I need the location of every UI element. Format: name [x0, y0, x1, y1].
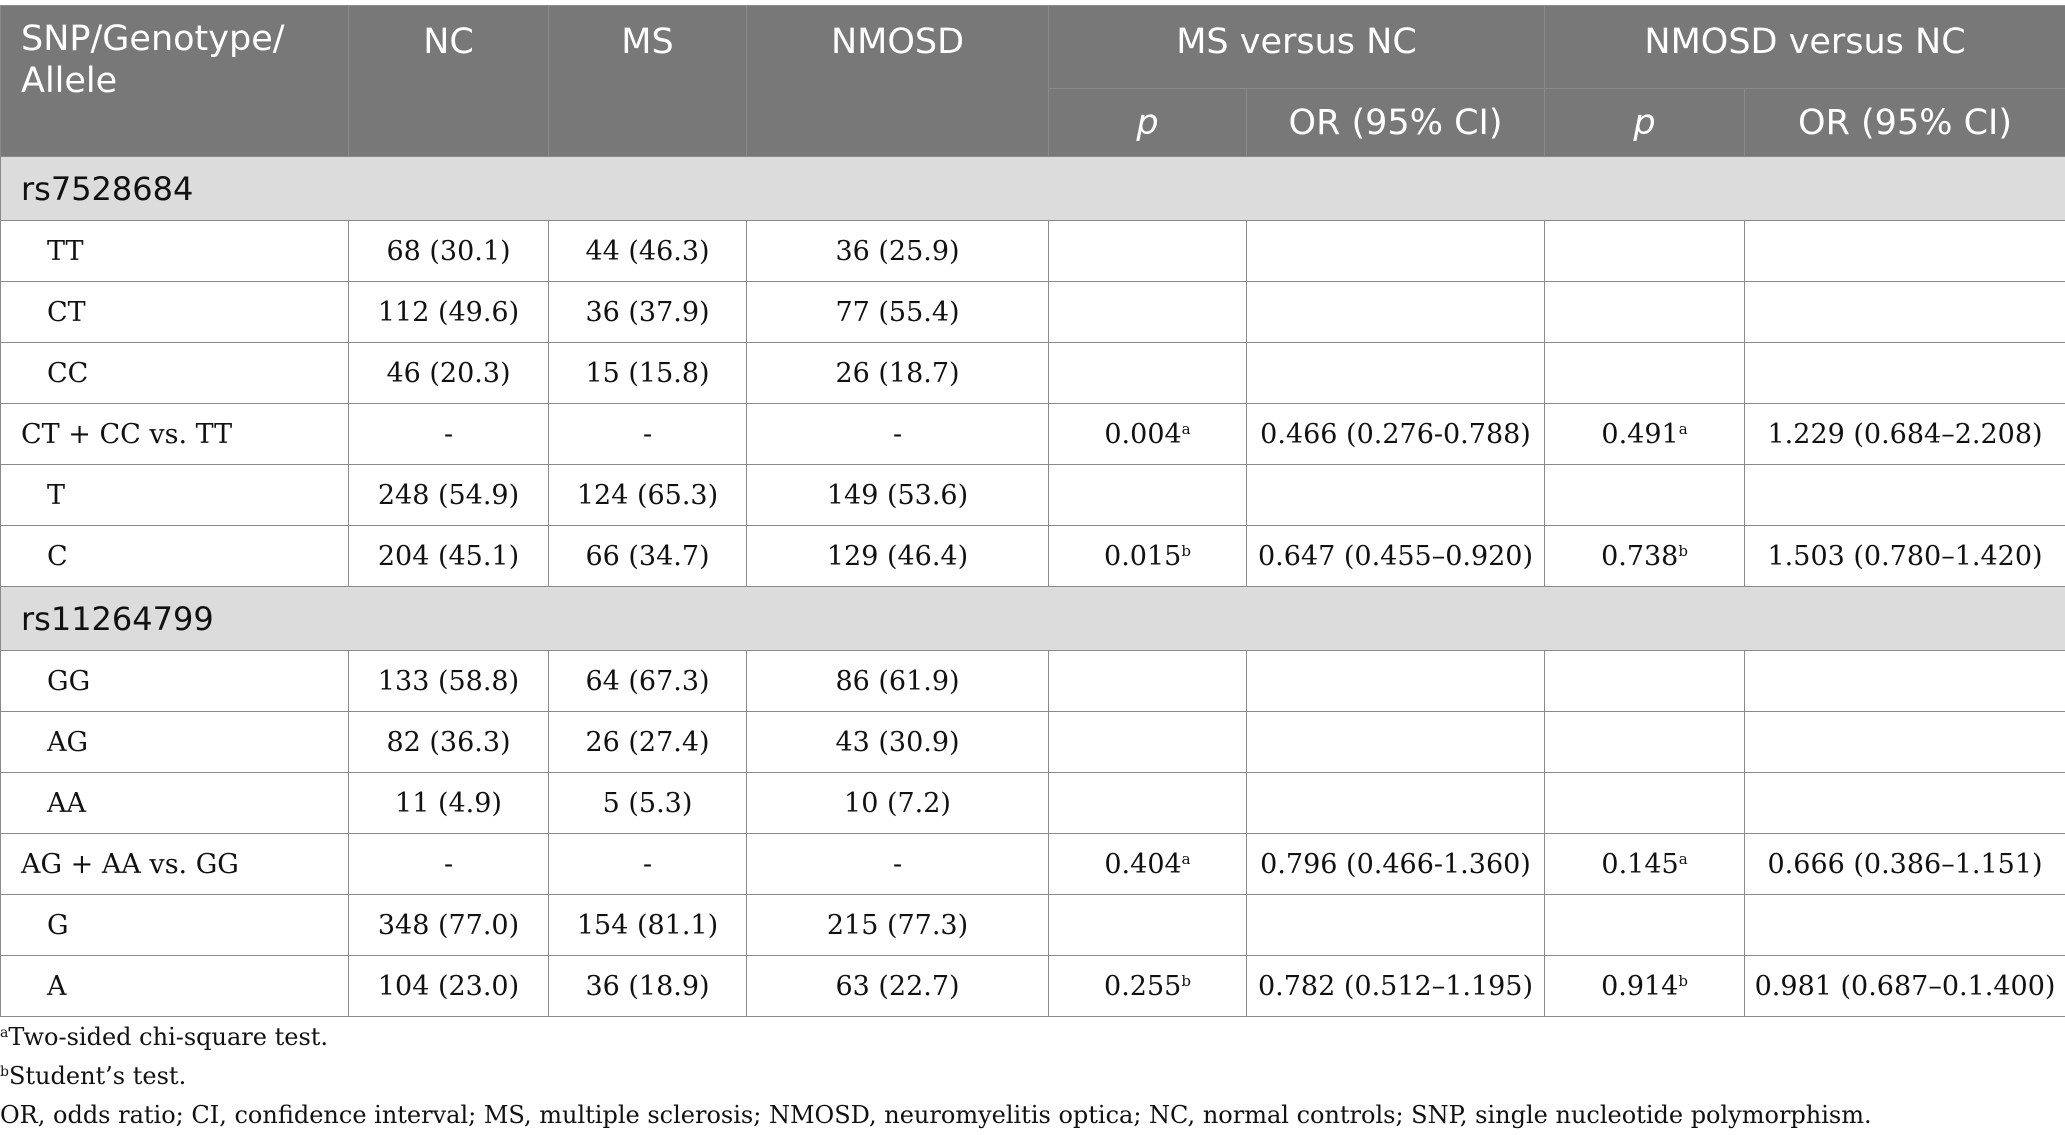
ms-or-value-text: 0.782 (0.512–1.195): [1257, 970, 1534, 1002]
ms-value: [549, 221, 747, 282]
nmosd-p-value: [1545, 343, 1745, 404]
nmosd-p-value-text: 0.491: [1601, 418, 1679, 450]
genotype-label: [1, 526, 349, 587]
header-ms-versus-nc: MS versus NC: [1049, 6, 1545, 89]
nc-value: [349, 404, 549, 465]
ms-p-value-text: 0.015: [1104, 540, 1182, 572]
genotype-association-table: [0, 5, 2065, 1017]
footnote-marker: b: [1678, 971, 1688, 990]
ms-value: [549, 404, 747, 465]
nmosd-value: [747, 773, 1049, 834]
nmosd-or-value: [1745, 956, 2065, 1017]
nmosd-value-text: 26 (18.7): [835, 357, 960, 389]
nmosd-p-value: [1545, 282, 1745, 343]
nmosd-value: [747, 651, 1049, 712]
genotype-label-text: G: [47, 909, 69, 941]
nc-value: [349, 834, 549, 895]
nmosd-p-value: [1545, 895, 1745, 956]
table-row: [1, 526, 2065, 587]
ms-value: [549, 526, 747, 587]
ms-or-value: [1247, 526, 1545, 587]
ms-p-value: [1049, 221, 1247, 282]
nmosd-p-value: [1545, 465, 1745, 526]
footnote-marker: b: [1678, 541, 1688, 560]
nmosd-p-value: [1545, 651, 1745, 712]
nmosd-or-value: [1745, 895, 2065, 956]
snp-name: rs7528684: [1, 157, 2065, 221]
ms-p-value-text: 0.255: [1104, 970, 1182, 1002]
nmosd-value: [747, 956, 1049, 1017]
nmosd-or-value: [1745, 651, 2065, 712]
snp-name: rs11264799: [1, 587, 2065, 651]
header-nmosd-or: OR (95% CI): [1745, 89, 2065, 157]
ms-p-value-text: 0.404: [1104, 848, 1182, 880]
nc-value-text: 82 (36.3): [386, 726, 511, 758]
header-nmosd: NMOSD: [747, 6, 1049, 157]
ms-or-value: [1247, 773, 1545, 834]
nmosd-p-value: [1545, 956, 1745, 1017]
ms-value-text: 15 (15.8): [585, 357, 710, 389]
table-row: [1, 221, 2065, 282]
table-header: [1, 6, 2065, 157]
nmosd-or-value: [1745, 282, 2065, 343]
table-row: [1, 282, 2065, 343]
nmosd-or-value: [1745, 404, 2065, 465]
ms-p-value: [1049, 712, 1247, 773]
ms-p-value: [1049, 526, 1247, 587]
genotype-label-text: CC: [47, 357, 89, 389]
ms-or-value: [1247, 651, 1545, 712]
footnote-a-text: Two-sided chi-square test.: [8, 1023, 329, 1051]
ms-value-text: 36 (18.9): [585, 970, 710, 1002]
genotype-label: [1, 465, 349, 526]
nc-value: [349, 282, 549, 343]
genotype-label-text: T: [47, 479, 66, 511]
ms-p-value: [1049, 895, 1247, 956]
genotype-label: [1, 282, 349, 343]
table-row: [1, 465, 2065, 526]
ms-value-text: 64 (67.3): [585, 665, 710, 697]
footnote-a-mark: a: [0, 1025, 9, 1041]
ms-or-value: [1247, 404, 1545, 465]
ms-or-value: [1247, 282, 1545, 343]
nmosd-value: [747, 895, 1049, 956]
ms-p-value: [1049, 956, 1247, 1017]
genotype-label: [1, 404, 349, 465]
ms-value: [549, 282, 747, 343]
ms-value: [549, 834, 747, 895]
nmosd-value-text: 215 (77.3): [826, 909, 969, 941]
genotype-label: [1, 773, 349, 834]
nc-value-text: 133 (58.8): [377, 665, 520, 697]
nmosd-or-value: [1745, 343, 2065, 404]
footnote-marker: a: [1678, 849, 1688, 868]
ms-or-value: [1247, 465, 1545, 526]
table-row: [1, 651, 2065, 712]
genotype-label-text: AA: [47, 787, 86, 819]
ms-or-value-text: 0.466 (0.276-0.788): [1260, 418, 1531, 450]
ms-value: [549, 465, 747, 526]
genotype-label: [1, 651, 349, 712]
genotype-label-text: AG + AA vs. GG: [21, 848, 239, 880]
nc-value: [349, 651, 549, 712]
nc-value: [349, 895, 549, 956]
genotype-label-text: CT: [47, 296, 86, 328]
nmosd-value: [747, 404, 1049, 465]
header-ms-p: p: [1049, 89, 1247, 157]
nmosd-p-value-text: 0.145: [1601, 848, 1679, 880]
results-table-wrapper: [0, 5, 2065, 1017]
table-row: [1, 343, 2065, 404]
footnote-b-mark: b: [0, 1064, 9, 1080]
ms-value-text: 154 (81.1): [576, 909, 719, 941]
footnote-marker: b: [1181, 971, 1191, 990]
nc-value-text: 104 (23.0): [377, 970, 520, 1002]
ms-or-value: [1247, 956, 1545, 1017]
nc-value: [349, 465, 549, 526]
ms-or-value: [1247, 712, 1545, 773]
nmosd-value: [747, 834, 1049, 895]
nmosd-value: [747, 282, 1049, 343]
header-nc: NC: [349, 6, 549, 157]
genotype-label: [1, 895, 349, 956]
ms-value: [549, 956, 747, 1017]
genotype-label: [1, 834, 349, 895]
nc-value-text: 46 (20.3): [386, 357, 511, 389]
table-row: [1, 712, 2065, 773]
ms-p-value: [1049, 282, 1247, 343]
table-body: [1, 157, 2065, 1017]
nmosd-value-text: 77 (55.4): [835, 296, 960, 328]
ms-or-value: [1247, 343, 1545, 404]
genotype-label-text: CT + CC vs. TT: [21, 418, 233, 450]
ms-or-value-text: 0.647 (0.455–0.920): [1257, 540, 1534, 572]
nmosd-p-value: [1545, 221, 1745, 282]
header-snp-genotype-allele: SNP/Genotype/ Allele: [1, 6, 349, 157]
genotype-label-text: C: [47, 540, 68, 572]
ms-p-value: [1049, 465, 1247, 526]
nmosd-or-value: [1745, 834, 2065, 895]
table-row: [1, 404, 2065, 465]
nmosd-value-text: 36 (25.9): [835, 235, 960, 267]
ms-or-value: [1247, 895, 1545, 956]
nmosd-value: [747, 712, 1049, 773]
genotype-label-text: AG: [47, 726, 89, 758]
nmosd-p-value: [1545, 526, 1745, 587]
nmosd-or-value: [1745, 773, 2065, 834]
nmosd-value-text: 149 (53.6): [826, 479, 969, 511]
nmosd-or-value-text: 1.229 (0.684–2.208): [1767, 418, 2043, 450]
nmosd-or-value-text: 1.503 (0.780–1.420): [1767, 540, 2043, 572]
ms-value: [549, 712, 747, 773]
nc-value-text: 11 (4.9): [395, 787, 502, 819]
nmosd-value-text: 86 (61.9): [835, 665, 960, 697]
genotype-label-text: GG: [47, 665, 91, 697]
table-row: [1, 773, 2065, 834]
genotype-label: [1, 712, 349, 773]
ms-p-value: [1049, 773, 1247, 834]
table-row: [1, 895, 2065, 956]
ms-value-text: 124 (65.3): [576, 479, 719, 511]
ms-value: [549, 773, 747, 834]
footnote-marker: a: [1181, 849, 1191, 868]
nmosd-p-value: [1545, 712, 1745, 773]
nmosd-value-text: 63 (22.7): [835, 970, 960, 1002]
nc-value-text: -: [443, 418, 454, 450]
ms-value-text: 66 (34.7): [585, 540, 710, 572]
ms-value-text: 44 (46.3): [585, 235, 710, 267]
nmosd-p-value-text: 0.914: [1601, 970, 1679, 1002]
nc-value: [349, 712, 549, 773]
footnote-b: [0, 1057, 2065, 1096]
genotype-label: [1, 221, 349, 282]
footnote-marker: b: [1181, 541, 1191, 560]
nmosd-p-value: [1545, 834, 1745, 895]
footnotes: [0, 1018, 2065, 1135]
ms-p-value: [1049, 404, 1247, 465]
nmosd-p-value: [1545, 773, 1745, 834]
nmosd-value: [747, 465, 1049, 526]
header-ms: MS: [549, 6, 747, 157]
table-row: [1, 834, 2065, 895]
nc-value: [349, 526, 549, 587]
nc-value: [349, 343, 549, 404]
nc-value-text: -: [443, 848, 454, 880]
footnote-b-text: Student’s test.: [8, 1062, 187, 1090]
ms-or-value: [1247, 834, 1545, 895]
nmosd-value-text: 129 (46.4): [826, 540, 969, 572]
nc-value: [349, 773, 549, 834]
nc-value-text: 248 (54.9): [377, 479, 520, 511]
ms-or-value: [1247, 221, 1545, 282]
footnote-marker: a: [1181, 419, 1191, 438]
header-nmosd-versus-nc: NMOSD versus NC: [1545, 6, 2065, 89]
table-row: [1, 956, 2065, 1017]
nmosd-value: [747, 526, 1049, 587]
nmosd-value-text: 10 (7.2): [844, 787, 951, 819]
nmosd-p-value: [1545, 404, 1745, 465]
nmosd-p-value-text: 0.738: [1601, 540, 1679, 572]
ms-value: [549, 651, 747, 712]
ms-value: [549, 343, 747, 404]
nmosd-value-text: -: [892, 418, 903, 450]
nmosd-or-value: [1745, 221, 2065, 282]
ms-value-text: -: [642, 418, 653, 450]
genotype-label-text: A: [47, 970, 67, 1002]
genotype-label-text: TT: [47, 235, 84, 267]
nmosd-value: [747, 221, 1049, 282]
nmosd-value-text: 43 (30.9): [835, 726, 960, 758]
nc-value-text: 112 (49.6): [377, 296, 520, 328]
nmosd-or-value-text: 0.981 (0.687–0.1.400): [1754, 970, 2056, 1002]
ms-p-value: [1049, 834, 1247, 895]
ms-value-text: 26 (27.4): [585, 726, 710, 758]
ms-value: [549, 895, 747, 956]
header-nmosd-p: p: [1545, 89, 1745, 157]
nc-value-text: 348 (77.0): [377, 909, 520, 941]
snp-section-header: [1, 157, 2065, 221]
nmosd-value: [747, 343, 1049, 404]
nc-value-text: 68 (30.1): [386, 235, 511, 267]
genotype-label: [1, 343, 349, 404]
nc-value-text: 204 (45.1): [377, 540, 520, 572]
nmosd-or-value: [1745, 526, 2065, 587]
ms-value-text: -: [642, 848, 653, 880]
ms-p-value: [1049, 343, 1247, 404]
nmosd-value-text: -: [892, 848, 903, 880]
ms-value-text: 36 (37.9): [585, 296, 710, 328]
header-ms-or: OR (95% CI): [1247, 89, 1545, 157]
ms-value-text: 5 (5.3): [602, 787, 693, 819]
footnote-a: [0, 1018, 2065, 1057]
nc-value: [349, 221, 549, 282]
snp-section-header: [1, 587, 2065, 651]
ms-p-value: [1049, 651, 1247, 712]
footnote-marker: a: [1678, 419, 1688, 438]
nmosd-or-value: [1745, 465, 2065, 526]
nmosd-or-value: [1745, 712, 2065, 773]
nmosd-or-value-text: 0.666 (0.386–1.151): [1767, 848, 2043, 880]
ms-or-value-text: 0.796 (0.466-1.360): [1260, 848, 1531, 880]
ms-p-value-text: 0.004: [1104, 418, 1182, 450]
genotype-label: [1, 956, 349, 1017]
nc-value: [349, 956, 549, 1017]
footnote-abbreviations: OR, odds ratio; CI, confidence interval; MS, multiple sclerosis; NMOSD, neuromyelitis optica; NC, normal controls; SNP, single nucleotide polymorphism.: [0, 1101, 1872, 1129]
